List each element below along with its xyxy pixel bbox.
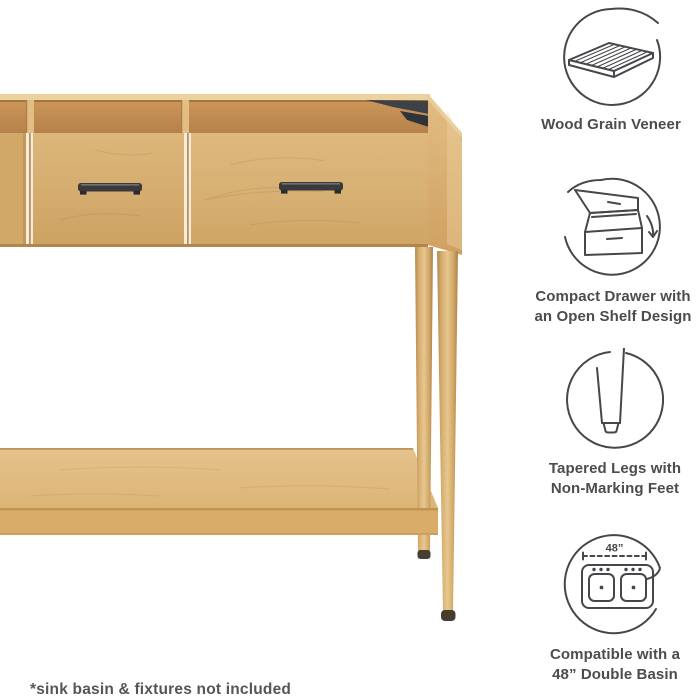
feature-wood-grain-veneer: [523, 4, 699, 135]
lower-shelf-front: [0, 508, 438, 535]
open-drawer-icon: [561, 176, 665, 280]
drawer-gap-slit: [187, 133, 188, 244]
open-top-compartment: [0, 100, 430, 133]
icon-circle: [565, 179, 660, 275]
dimension-label: 48”: [605, 542, 624, 555]
feature-label: [527, 645, 700, 684]
panel-shade: [23, 133, 26, 244]
feature-label: [527, 459, 700, 498]
wood-grain-veneer-icon: [559, 4, 663, 108]
icon-circle: [567, 352, 663, 448]
feature-tapered-legs: [527, 348, 700, 498]
feature-label-line: Non-Marking Feet: [550, 479, 680, 497]
non-marking-foot: [418, 550, 431, 559]
feature-label-line: Compatible with a: [549, 646, 681, 663]
left-edge-panel: [0, 133, 26, 244]
non-marking-foot: [441, 610, 456, 621]
feature-label-line: Tapered Legs with: [548, 460, 682, 477]
arrow-down-icon: [647, 216, 657, 237]
double-basin-icon: [563, 534, 667, 638]
feature-compact-drawer: [525, 176, 700, 326]
front-leg: [437, 251, 458, 621]
feature-label-line: Wood Grain Veneer: [541, 116, 681, 133]
feature-label-line: 48” Double Basin: [552, 665, 678, 683]
tapered-leg-icon: [563, 348, 667, 452]
side-panel: [428, 94, 462, 255]
feature-label: [525, 287, 700, 326]
compartment-shadow-edge: [0, 100, 430, 102]
faucet-holes: [592, 568, 641, 590]
top-rim: [0, 94, 430, 100]
feature-label-line: Compact Drawer with: [535, 288, 691, 305]
lower-shelf-top: [0, 448, 438, 508]
feature-label: [523, 115, 699, 135]
feature-label-line: an Open Shelf Design: [534, 307, 692, 325]
drawer-gap-slit: [29, 133, 30, 244]
disclaimer-note: *sink basin & fixtures not included: [30, 681, 292, 698]
cabinet-bottom-edge: [0, 244, 428, 247]
feature-double-basin: [527, 534, 700, 684]
